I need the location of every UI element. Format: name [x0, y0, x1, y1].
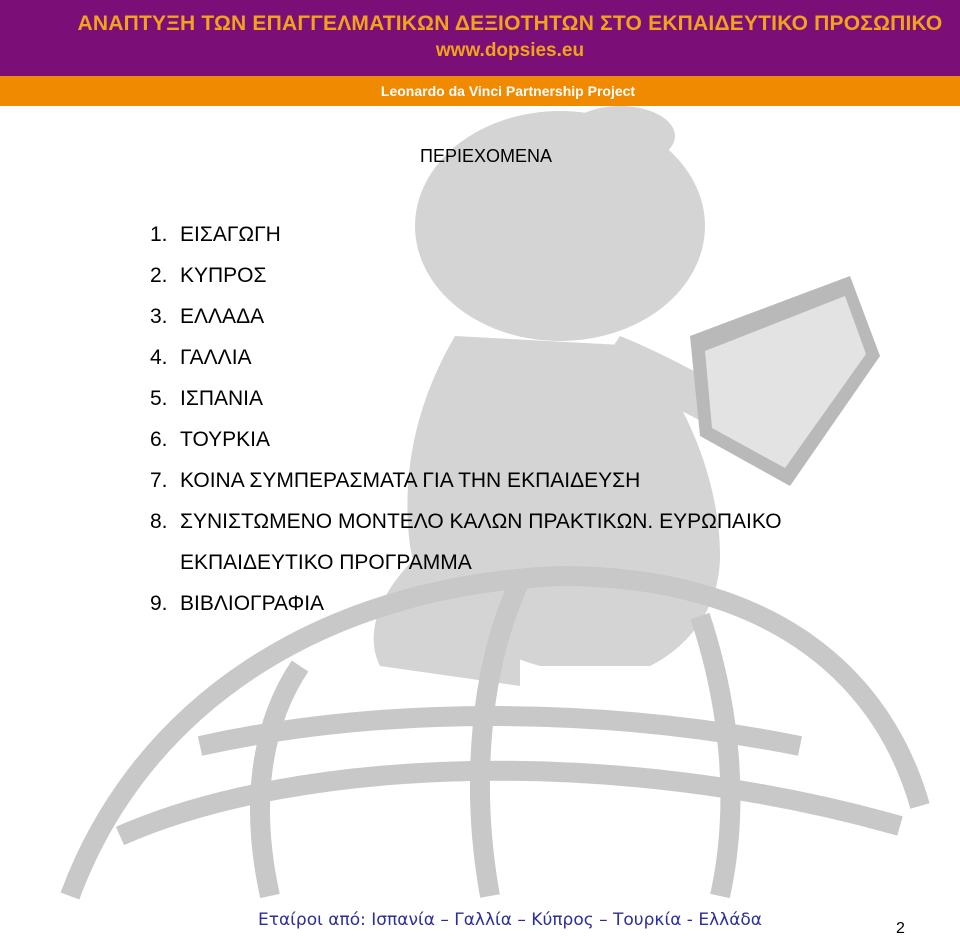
toc-item-title: ΤΟΥΡΚΙΑ	[180, 428, 270, 451]
contents-heading: ΠΕΡΙΕΧΟΜΕΝΑ	[420, 146, 553, 166]
toc-item-number: 3.	[150, 305, 168, 328]
toc-item	[150, 583, 920, 624]
toc-item-title: ΒΙΒΛΙΟΓΡΑΦΙΑ	[180, 592, 325, 615]
toc-item-title: ΓΑΛΛΙΑ	[180, 346, 252, 369]
toc-item	[150, 460, 920, 501]
toc-item	[150, 378, 920, 419]
toc-item-title: ΚΥΠΡΟΣ	[180, 264, 267, 287]
partners-footer: Εταίροι από: Ισπανία – Γαλλία – Κύπρος – Τουρκία - Ελλάδα	[258, 910, 763, 930]
toc-item	[150, 255, 920, 296]
toc-item	[150, 419, 920, 460]
toc-item-number: 2.	[150, 264, 168, 287]
toc-item	[150, 337, 920, 378]
toc-item-number: 8.	[150, 510, 168, 533]
toc-item	[150, 214, 920, 255]
toc-item-number: 1.	[150, 223, 168, 246]
toc-item-number: 4.	[150, 346, 168, 369]
page-number: 2	[896, 920, 905, 937]
toc-item-title: ΕΛΛΑΔΑ	[180, 305, 265, 328]
toc-item-title: ΕΙΣΑΓΩΓΗ	[180, 223, 281, 246]
toc-item-number: 5.	[150, 387, 168, 410]
toc-item-title: ΣΥΝΙΣΤΩΜΕΝΟ ΜΟΝΤΕΛΟ ΚΑΛΩΝ ΠΡΑΚΤΙΚΩΝ. ΕΥΡΩΠΑΙΚΟ ΕΚΠΑΙΔΕΥΤΙΚΟ ΠΡΟΓΡΑΜΜΑ	[180, 510, 782, 574]
toc-item-number: 6.	[150, 428, 168, 451]
website-url: www.dopsies.eu	[435, 40, 585, 61]
document-title: ΑΝΑΠΤΥΞΗ ΤΩΝ ΕΠΑΓΓΕΛΜΑΤΙΚΩΝ ΔΕΞΙΟΤΗΤΩΝ ΣΤΟ ΕΚΠΑΙΔΕΥΤΙΚΟ ΠΡΟΣΩΠΙΚΟ	[77, 12, 943, 35]
toc-item-title: ΙΣΠΑΝΙΑ	[180, 387, 263, 410]
table-of-contents	[150, 214, 920, 624]
toc-item-number: 9.	[150, 592, 168, 615]
project-name: Leonardo da Vinci Partnership Project	[380, 83, 636, 99]
toc-item	[150, 296, 920, 337]
toc-item-title: ΚΟΙΝΑ ΣΥΜΠΕΡΑΣΜΑΤΑ ΓΙΑ ΤΗΝ ΕΚΠΑΙΔΕΥΣΗ	[180, 469, 641, 492]
toc-item	[150, 501, 920, 583]
toc-item-number: 7.	[150, 469, 168, 492]
